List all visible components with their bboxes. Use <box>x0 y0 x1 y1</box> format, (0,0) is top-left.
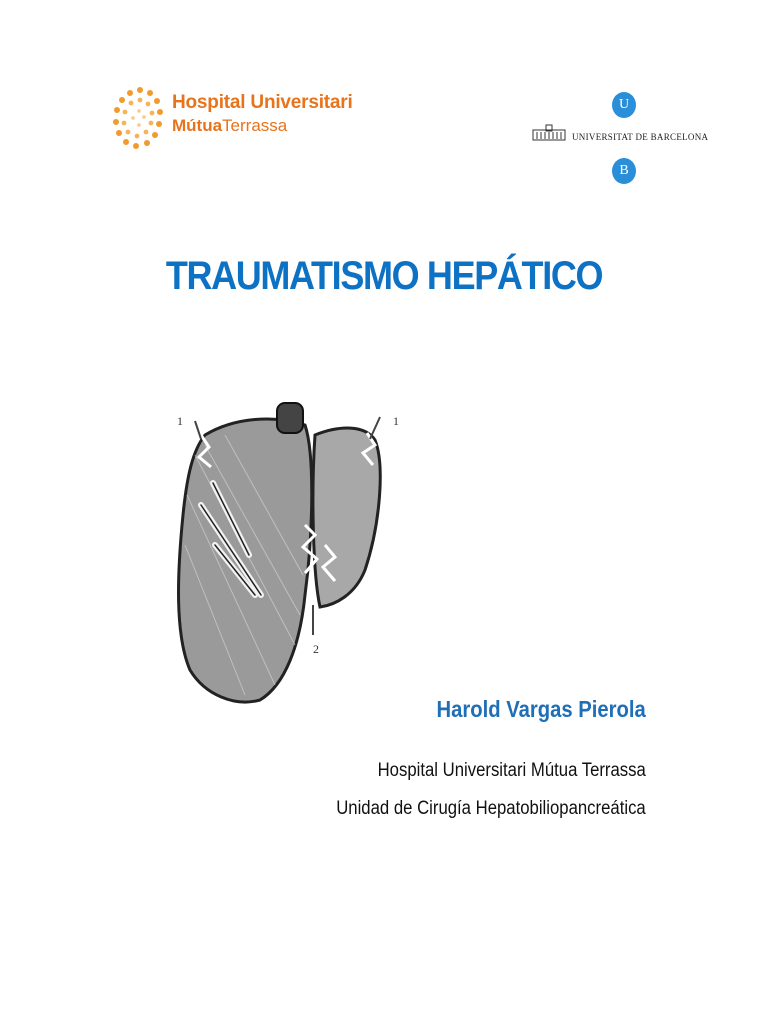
hospital-logo-terrassa: Terrassa <box>222 116 288 135</box>
university-letter-b: B <box>612 158 636 184</box>
hospital-logo-mutua: Mútua <box>172 116 223 135</box>
university-logo <box>532 88 709 198</box>
sun-icon <box>112 84 168 164</box>
hospital-logo-subtitle <box>172 116 287 136</box>
hospital-logo <box>112 80 353 180</box>
liver-label-left: 1 <box>177 414 183 428</box>
author-department: Unidad de Cirugía Hepatobiliopancreática <box>336 798 646 819</box>
author-name: Harold Vargas Pierola <box>436 696 646 722</box>
hospital-logo-name: Hospital Universitari <box>172 92 353 113</box>
liver-illustration <box>165 395 405 725</box>
university-letter-u: U <box>612 92 636 118</box>
liver-label-right: 1 <box>393 414 399 428</box>
university-name: UNIVERSITAT DE BARCELONA <box>572 132 709 142</box>
liver-label-bottom: 2 <box>313 642 319 656</box>
author-affiliation: Hospital Universitari Mútua Terrassa <box>377 760 646 781</box>
slide-title: TRAUMATISMO HEPÁTICO <box>165 254 603 298</box>
university-building-icon <box>532 124 566 142</box>
